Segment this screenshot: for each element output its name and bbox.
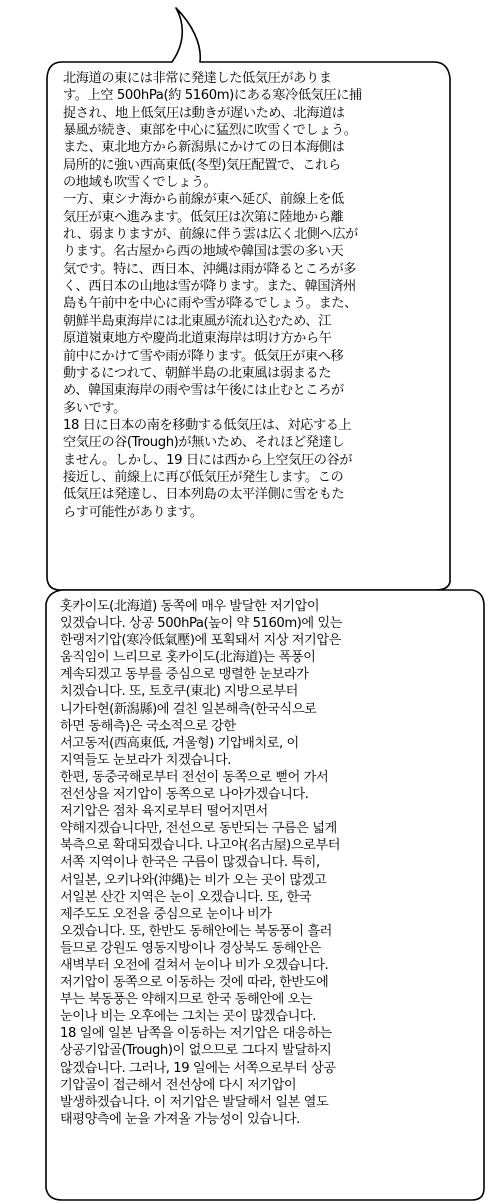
korean-text-line: 약해지겠습니다만, 전선으로 동반되는 구름은 넓게 [60, 821, 337, 837]
japanese-text-line: らす可能性があります。 [63, 504, 203, 520]
korean-text-line: 새벽부터 오전에 걸쳐서 눈이나 비가 오겠습니다. [60, 957, 329, 973]
korean-text-line: 18 일에 일본 남쪽을 이동하는 저기압은 대응하는 [60, 1026, 332, 1042]
korean-text-line: 홋카이도(北海道) 동쪽에 매우 발달한 저기압이 [60, 599, 320, 614]
korean-text-line: 니가타현(新潟縣)에 걸친 일본해측(한국식으로 [60, 701, 317, 717]
japanese-text-line: す。上空 500hPa(約 5160m)にある寒冷低気圧に捕 [63, 88, 362, 104]
japanese-text-line: また、東北地方から新潟県にかけての日本海側は [63, 140, 345, 156]
korean-text-line: 서쪽 지역이나 한국은 구름이 많겠습니다. 특히, [60, 855, 320, 871]
japanese-text-line: 低気圧は発達し、日本列島の太平洋側に雪をもた [63, 487, 345, 503]
korean-text-line: 전선상을 저기압이 동쪽으로 나아가겠습니다. [60, 787, 309, 803]
korean-text-line: 계속되겠고 동부를 중심으로 맹렬한 눈보라가 [60, 667, 309, 683]
korean-text-line: 오겠습니다. 또, 한반도 동해안에는 북동풍이 흘러 [60, 923, 332, 939]
japanese-text-line: れ、弱まりますが、前線に伴う雲は広く北側へ広が [63, 227, 358, 243]
japanese-text-line: 気圧が東へ進みます。低気圧は次第に陸地から離 [63, 209, 344, 225]
korean-text-line: 치겠습니다. 또, 토호쿠(東北) 지방으로부터 [60, 684, 298, 700]
korean-text-line: 지역들도 눈보라가 치겠습니다. [60, 752, 231, 768]
japanese-text-line: く、西日本の山地は雪が降ります。また、韓国済州 [63, 279, 356, 295]
japanese-text-line: 原道嶺東地方や慶尚北道東海岸は明け方から午 [63, 331, 332, 347]
japanese-text-line: 局所的に強い西高東低(冬型)気圧配置で、これら [63, 157, 341, 173]
korean-text-line: 들므로 강원도 영동지방이나 경상북도 동해안은 [60, 940, 321, 956]
japanese-forecast-text [63, 70, 437, 590]
japanese-text-line: 捉され、地上低気圧は動きが遅いため、北海道は [63, 105, 345, 121]
korean-text-line: 한편, 동중국해로부터 전선이 동쪽으로 뻗어 가서 [60, 769, 329, 785]
korean-text-line: 하면 동해측)은 국소적으로 강한 [60, 718, 236, 734]
korean-text-line: 눈이나 비는 오후에는 그치는 곳이 많겠습니다. [60, 1009, 316, 1025]
korean-text-line: 부는 북동풍은 약해지므로 한국 동해안에 오는 [60, 992, 313, 1008]
korean-text-line: 북측으로 확대되겠습니다. 나고야(名古屋)으로부터 [60, 838, 341, 854]
japanese-text-line: 島も午前中を中心に雨や雪が降るでしょう。また、 [63, 296, 357, 312]
korean-text-line: 움직임이 느리므로 홋카이도(北海道)는 폭풍이 [60, 650, 316, 666]
korean-text-line: 제주도도 오전을 중심으로 눈이나 비가 [60, 906, 272, 922]
korean-text-line: 태평양측에 눈을 가져올 가능성이 있습니다. [60, 1111, 300, 1127]
korean-forecast-text [60, 598, 478, 1198]
korean-text-line: 서고동저(西高東低, 겨울형) 기압배치로, 이 [60, 735, 299, 751]
japanese-text-line: ません。しかし、19 日には西から上空気圧の谷が [63, 452, 353, 468]
japanese-text-line: め、韓国東海岸の雨や雪は午後には止むところが [63, 383, 344, 399]
korean-text-line: 서일본 산간 지역은 눈이 오겠습니다. 또, 한국 [60, 889, 312, 905]
korean-text-line: 상공기압골(Trough)이 없으므로 그다지 발달하지 [60, 1043, 332, 1059]
japanese-text-line: 気です。特に、西日本、沖縄は雨が降るところが多 [63, 261, 357, 277]
japanese-text-line: 前中にかけて雪や雨が降ります。低気圧が東へ移 [63, 348, 344, 364]
korean-text-line: 한랭저기압(寒冷低氣壓)에 포획돼서 지상 저기압은 [60, 633, 341, 649]
korean-text-line: 않겠습니다. 그러나, 19 일에는 서쪽으로부터 상공 [60, 1060, 336, 1076]
korean-text-line: 서일본, 오키나와(沖縄)는 비가 오는 곳이 많겠고 [60, 872, 327, 888]
japanese-text-line: ります。名古屋から西の地域や韓国は雲の多い天 [63, 244, 344, 260]
korean-text-line: 저기압이 동쪽으로 이동하는 것에 따라, 한반도에 [60, 975, 329, 991]
korean-text-line: 발생하겠습니다. 이 저기압은 발달해서 일본 열도 [60, 1094, 329, 1110]
korean-text-line: 기압골이 접근해서 전선상에 다시 저기압이 [60, 1077, 297, 1093]
korean-text-line: 저기압은 점차 육지로부터 떨어지면서 [60, 804, 268, 820]
japanese-text-line: 多いです。 [63, 400, 126, 416]
japanese-text-line: の地域も吹雪くでしょう。 [63, 175, 217, 191]
japanese-text-line: 一方、東シナ海から前線が東へ延び、前線上を低 [63, 192, 344, 208]
korean-text-line: 있겠습니다. 상공 500hPa(높이 약 5160m)에 있는 [60, 616, 343, 632]
japanese-text-line: 空気圧の谷(Trough)が無いため、それほど発達し [63, 435, 345, 451]
japanese-text-line: 北海道の東には非常に発達した低気圧がありま [63, 71, 332, 86]
japanese-text-line: 接近し、前線上に再び低気圧が発生します。この [63, 469, 344, 485]
japanese-text-line: 動するにつれて、朝鮮半島の北東風は弱まるた [63, 365, 332, 381]
japanese-text-line: 朝鮮半島東海岸には北東風が流れ込むため、江 [63, 313, 332, 329]
japanese-text-line: 18 日に日本の南を移動する低気圧は、対応する上 [63, 417, 352, 433]
japanese-text-line: 暴風が続き、東部を中心に猛烈に吹雪くでしょう。 [63, 123, 357, 139]
